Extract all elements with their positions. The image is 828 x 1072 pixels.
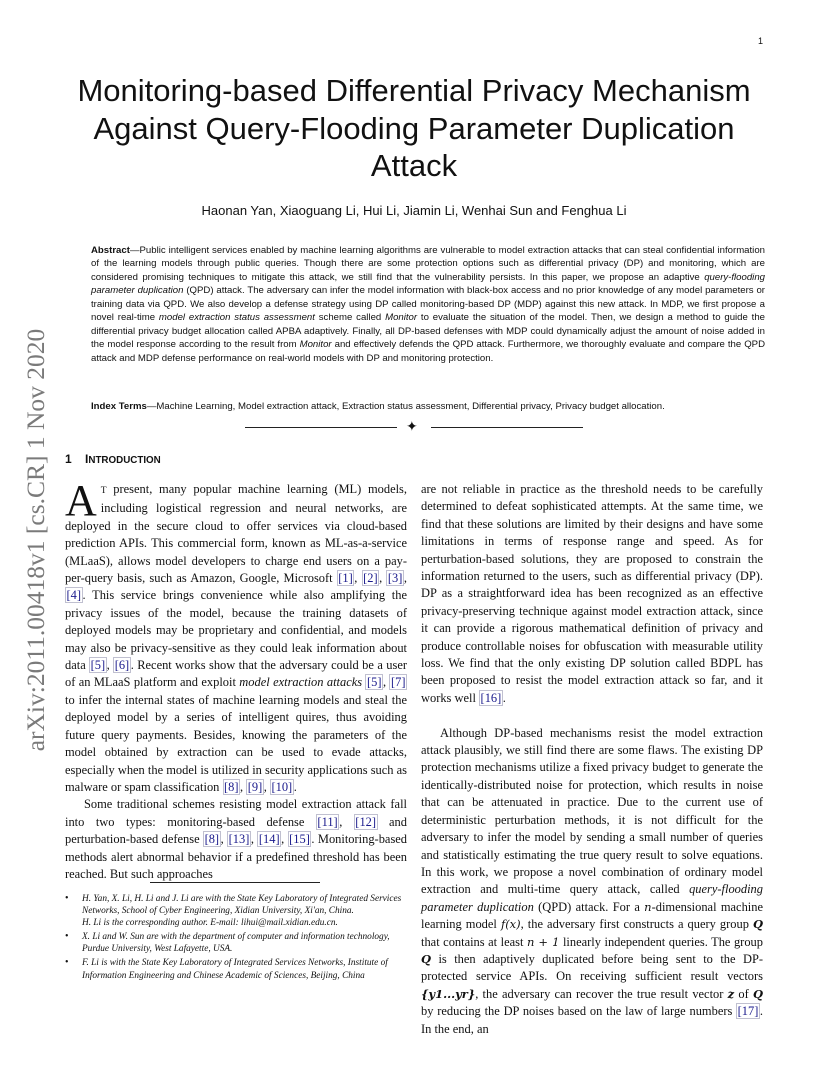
section-title-initial: I bbox=[85, 452, 89, 466]
right-text: Although DP-based mechanisms resist the model extraction attack plausibly, we still find there are some flaws. The existing DP protection mechanisms utilize a fixed privacy budget to generate the identically-distributed noise for protection, which results in noise that can be attenuated in practice. Due to the current use of deterministic perturbation methods, it is not difficult for the adversary to infer the model by sending a small number of queries and statistically estimating the true query result to solve equations. In this work, we propose a novel combination of ordinary model extraction and multi-time query attack, called bbox=[421, 725, 763, 897]
footnote-item bbox=[82, 893, 407, 929]
author-list: Haonan Yan, Xiaoguang Li, Hui Li, Jiamin Li, Wenhai Sun and Fenghua Li bbox=[201, 203, 627, 218]
abstract bbox=[91, 244, 765, 365]
footnote-item bbox=[82, 957, 407, 981]
index-terms-label: Index Terms bbox=[91, 401, 147, 412]
index-terms-text: —Machine Learning, Model extraction attack, Extraction status assessment, Differential privacy, Privacy budget allocation. bbox=[146, 401, 665, 412]
right-text: (QPD) attack. For a bbox=[533, 899, 645, 914]
right-text: by reducing the DP noises based on the law of large numbers bbox=[421, 1004, 737, 1019]
lead-in-small-caps: T bbox=[100, 486, 107, 496]
citation-link[interactable]: [1] bbox=[338, 571, 353, 586]
left-paragraph-2: Some traditional schemes resisting model extraction attack fall into two types: monitoring-based defense [11] , [12] and perturbation-based defense [8] , [13] , [14] , [15] . Monitoring-based methods alert abnormal behavior if a predefined threshold has been reached. But such approaches bbox=[65, 797, 408, 881]
right-paragraph-2 bbox=[421, 725, 763, 1038]
citation-link[interactable]: [10] bbox=[271, 779, 293, 794]
section-heading-introduction bbox=[65, 452, 161, 466]
citation-link[interactable]: [8] bbox=[204, 832, 220, 847]
math-y-set: {y1...yr} bbox=[421, 986, 476, 1001]
emphasis-model-extraction: model extraction attacks bbox=[239, 675, 363, 690]
math-z: z bbox=[727, 986, 735, 1001]
citation-link[interactable]: [11] bbox=[317, 814, 338, 829]
left-text: to infer the internal states of machine learning models and steal the deployed model by a series of intelligent quires, thus avoiding future query payments. Besides, knowing the parameters of the model obtained by extraction can be used to evade attacks, especially when the model is utilized in security applications such as malware or spam classification bbox=[65, 692, 407, 794]
footnote-text: • X. Li and W. Sun are with the department of computer and information technology, Purdue University, West Lafayette, USA. bbox=[82, 932, 390, 955]
right-text: is then adaptively duplicated before being sent to the DP-protected service APIs. On receiving sufficient result vectors bbox=[421, 951, 763, 984]
math-fx: f(x) bbox=[500, 917, 521, 932]
math-Q: Q bbox=[421, 951, 432, 966]
abstract-text-3: scheme called bbox=[314, 312, 386, 324]
left-text: present, many popular machine learning (ML) models, including logistical regression and neural networks, are deployed in the secure cloud to offer services via cloud-based prediction APIs. This commercial form, known as ML-as-a-service (MLaaS), allows model developers to charge end users on a pay-per-query basis, such as Amazon, Google, Microsoft bbox=[65, 482, 407, 586]
math-n: n bbox=[644, 899, 652, 914]
abstract-text-2: (QPD) attack. The adversary can infer the model information with black-box access and no prior knowledge of any model parameters or training data via QPD. We also develop a defense strategy using DP called monitoring-based DP (MDP) against this new attack. In MDP, we first propose a novel real-time bbox=[91, 285, 765, 324]
drop-cap-letter: A bbox=[65, 476, 97, 525]
citation-link[interactable]: [6] bbox=[114, 658, 130, 673]
abstract-emphasis-2: model extraction status assessment bbox=[158, 312, 315, 324]
right-text: -dimensional machine learning model bbox=[421, 899, 763, 932]
citation-link[interactable]: [7] bbox=[390, 675, 406, 690]
left-text: Some traditional schemes resisting model extraction attack fall into two types: monitoring-based defense bbox=[65, 797, 407, 829]
section-number: 1 bbox=[65, 452, 72, 466]
right-paragraph-1: are not reliable in practice as the threshold needs to be carefully determined to defeat sophisticated attempts. At the same time, we find that these solutions are limited by their designs and have some limitations in terms of response range and speed. As for perturbation-based solutions, they are proposed to constrain the information returned to the users, such as differential privacy (DP). DP as a straightforward idea has been recognized as an effective privacy-preserving technique against model extraction attack, since it can provide a rigorous mathematical definition of privacy and produce controllable noises for obfuscation with measurable utility loss. We find that the only existing DP solution called BDPL has been proposed to resist the model extraction attack so far, and it works well [16] . bbox=[421, 482, 763, 705]
footnote-corresponding-author: H. Li is the corresponding author. E-mail: lihui@mail.xidian.edu.cn. bbox=[82, 918, 338, 929]
abstract-text-1: —Public intelligent services enabled by machine learning algorithms are vulnerable to model extraction attacks that can steal confidential information of the learning models through public queries. Though there are some protection options such as differential privacy (DP) and monitoring, which are considered promising techniques to mitigate this attack, we still find that the vulnerability persists. In this paper, we propose an adaptive bbox=[91, 245, 765, 283]
right-text: . In the end, an bbox=[421, 1004, 763, 1036]
right-text: linearly independent queries. The group bbox=[559, 934, 763, 949]
citation-link[interactable]: [9] bbox=[247, 779, 263, 794]
left-paragraph-1: A T present, many popular machine learning (ML) models, including logistical regression and neural networks, are deployed in the secure cloud to offer services via cloud-based prediction APIs. This commercial form, known as ML-as-a-service (MLaaS), allows model developers to charge end users on a pay-per-query basis, such as Amazon, Google, Microsoft [1] , [2] , [3] , [4] . This service brings convenience while also amplifying the privacy issues of the model, because the training datasets of deployed models may be proprietary and confidential, and models may also be privacy-sensitive as they could leak information about data [5] , [6] . Recent works show that the adversary could be a user of an MLaaS platform and exploit model extraction attacks [5] , [7] to infer the internal states of machine learning models and steal the deployed model by a series of intelligent quires, thus avoiding future query payments. Besides, knowing the parameters of the model obtained by extraction can be used to evade attacks, especially when the model is utilized in security applications such as malware or spam classification [8] , [9] , [10] . bbox=[65, 476, 407, 794]
left-text: and perturbation-based defense bbox=[65, 814, 407, 847]
citation-link[interactable]: [14] bbox=[258, 832, 280, 847]
abstract-text-4: to evaluate the situation of the model. Then, we design a method to guide the differential privacy budget allocation called APBA adaptively. Finally, all DP-based defenses with MDP could dynamically adjust the amount of noise added in the model response according to the result from bbox=[91, 312, 766, 351]
abstract-emphasis-4: Monitor bbox=[299, 339, 332, 351]
page-number: 1 bbox=[758, 36, 764, 46]
abstract-label: Abstract bbox=[91, 245, 130, 256]
math-n-plus-1: n + 1 bbox=[526, 934, 560, 949]
affiliation-footnotes bbox=[65, 893, 407, 984]
citation-link[interactable]: [8] bbox=[224, 779, 239, 794]
citation-link[interactable]: [5] bbox=[366, 675, 382, 690]
section-divider-right-rule bbox=[431, 427, 583, 428]
section-divider-diamond-icon: ✦ bbox=[406, 418, 418, 434]
math-Q: Q bbox=[752, 917, 764, 932]
math-Q: Q bbox=[752, 986, 763, 1001]
footnote-text: • F. Li is with the State Key Laboratory of Integrated Services Networks, Institute of Information Engineering and Chinese Academic of Sciences, Beijing, China bbox=[82, 958, 388, 981]
emphasis-qpd: query-flooding parameter duplication bbox=[421, 882, 763, 914]
right-text: , the adversary can recover the true result vector bbox=[475, 986, 728, 1001]
right-text: are not reliable in practice as the threshold needs to be carefully determined to defeat sophisticated attempts. At the same time, we find that these solutions are limited by their designs and have some limitations in terms of response range and speed. As for perturbation-based solutions, they are proposed to constrain the information returned to the users, such as differential privacy (DP). DP as a straightforward idea has been recognized as an effective privacy-preserving technique against model extraction attack, since it can provide a rigorous mathematical definition of privacy and produce controllable noises for obfuscation with measurable utility loss. We find that the only existing DP solution called BDPL has been proposed to resist the model extraction attack so far, and it works well bbox=[421, 482, 763, 705]
citation-link[interactable]: [13] bbox=[228, 832, 250, 847]
right-text: , the adversary first constructs a query group bbox=[520, 917, 753, 932]
abstract-text-5: and effectively defends the QPD attack. Furthermore, we thoroughly evaluate and compare the QPD attack and MDP defense performance on real-world models with DP and monitoring protection. bbox=[91, 339, 766, 364]
index-terms bbox=[91, 400, 765, 413]
citation-link[interactable]: [5] bbox=[90, 658, 106, 673]
citation-link[interactable]: [16] bbox=[480, 690, 502, 705]
footnote-rule bbox=[150, 882, 320, 883]
section-divider-left-rule bbox=[245, 427, 397, 428]
citation-link[interactable]: [12] bbox=[355, 814, 377, 829]
right-text: of bbox=[734, 986, 753, 1001]
left-text: . This service brings convenience while also amplifying the privacy issues of the model, because the training datasets of deployed models may be proprietary and confidential, and models may also be privacy-sensitive as they could leak information about data bbox=[65, 588, 407, 673]
paper-title: Monitoring-based Differential Privacy Mechanism Against Query-Flooding Parameter Duplication Attack bbox=[77, 73, 751, 183]
citation-link[interactable]: [2] bbox=[363, 571, 378, 586]
citation-link[interactable]: [3] bbox=[387, 571, 403, 586]
right-column-body bbox=[421, 481, 763, 1038]
footnote-text: • H. Yan, X. Li, H. Li and J. Li are with the State Key Laboratory of Integrated Services Networks, School of Cyber Engineering, Xidian University, Xi'an, China. bbox=[82, 894, 402, 917]
abstract-emphasis-3: Monitor bbox=[385, 312, 418, 324]
citation-link[interactable]: [15] bbox=[289, 832, 310, 847]
citation-link[interactable]: [17] bbox=[737, 1004, 759, 1019]
abstract-emphasis-1: query-flooding parameter duplication bbox=[91, 271, 765, 297]
left-text: . Monitoring-based methods alert abnormal behavior if a predefined threshold has been reached. But such approaches bbox=[65, 832, 408, 881]
section-title-rest: NTRODUCTION bbox=[88, 455, 161, 466]
citation-link[interactable]: [4] bbox=[66, 588, 82, 603]
arxiv-identifier-text: arXiv:2011.00418v1 [cs.CR] 1 Nov 2020 bbox=[21, 328, 50, 752]
right-text: that contains at least bbox=[421, 934, 527, 949]
left-text: . Recent works show that the adversary could be a user of an MLaaS platform and exploit bbox=[65, 658, 407, 690]
left-column-body bbox=[65, 476, 408, 883]
footnote-item bbox=[82, 931, 407, 955]
